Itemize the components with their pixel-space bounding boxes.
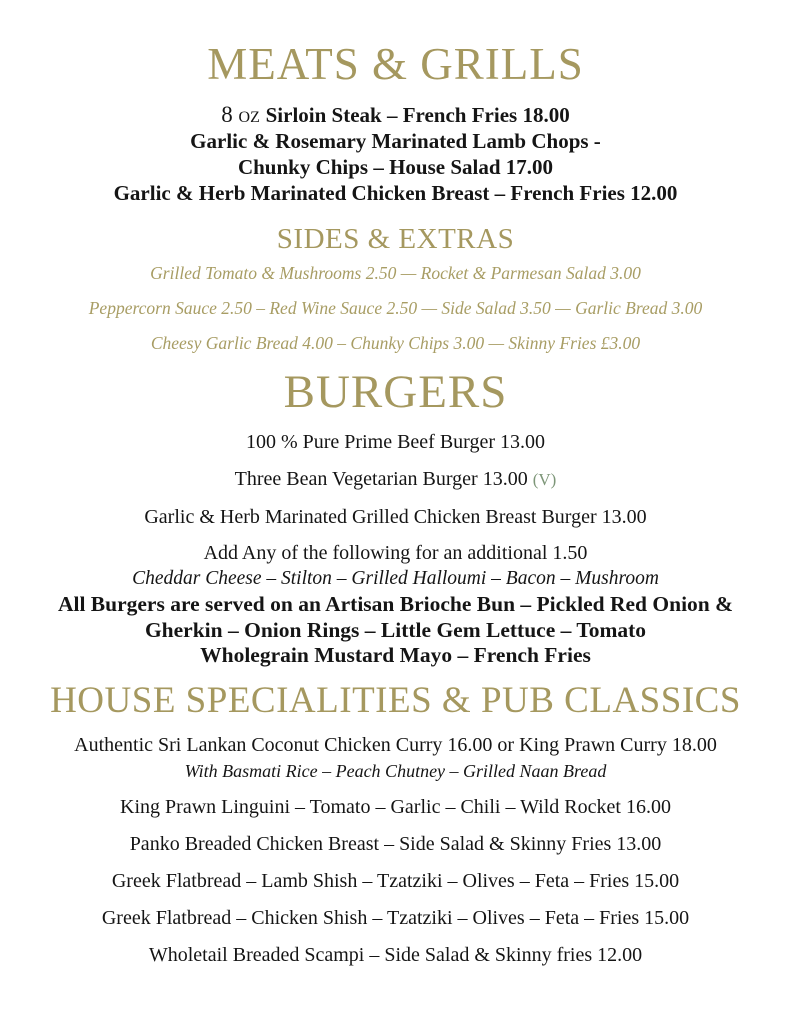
menu-item-scampi: Wholetail Breaded Scampi – Side Salad & Skinny fries 12.00: [148, 944, 643, 967]
burgers-served-note-line1: All Burgers are served on an Artisan Brioche Bun – Pickled Red Onion &: [57, 592, 734, 617]
vegetarian-burger-text: Three Bean Vegetarian Burger 13.00: [234, 468, 533, 491]
sides-line-2: Peppercorn Sauce 2.50 – Red Wine Sauce 2.50 — Side Salad 3.50 — Garlic Bread 3.00: [88, 298, 703, 319]
sirloin-weight-prefix: 8 oz: [221, 101, 266, 127]
menu-item-lamb-chops-line2: Chunky Chips – House Salad 17.00: [237, 154, 554, 179]
menu-item-panko-chicken: Panko Breaded Chicken Breast – Side Salad & Skinny Fries 13.00: [129, 833, 662, 856]
sides-line-1: Grilled Tomato & Mushrooms 2.50 — Rocket & Parmesan Salad 3.00: [150, 263, 641, 284]
chicken-curry-accompaniments: With Basmati Rice – Peach Chutney – Grilled Naan Bread: [184, 761, 607, 782]
sirloin-steak-text: Sirloin Steak – French Fries 18.00: [265, 102, 570, 127]
section-sides-extras: [0, 224, 791, 355]
burgers-served-note-line2: Gherkin – Onion Rings – Little Gem Lettuce – Tomato: [144, 617, 647, 642]
sides-extras-heading: SIDES & EXTRAS: [276, 222, 515, 255]
menu-item-prawn-linguini: King Prawn Linguini – Tomato – Garlic – Chili – Wild Rocket 16.00: [120, 796, 671, 819]
house-specialities-heading: HOUSE SPECIALITIES & PUB CLASSICS: [50, 679, 741, 721]
vegetarian-badge: (V): [532, 470, 557, 490]
sides-line-3: Cheesy Garlic Bread 4.00 – Chunky Chips 3.00 — Skinny Fries £3.00: [150, 333, 641, 354]
section-house-specialities: [0, 681, 791, 968]
section-meats-grills: [0, 40, 791, 206]
burger-addons-intro: Add Any of the following for an additional 1.50: [203, 542, 588, 565]
menu-item-beef-burger: 100 % Pure Prime Beef Burger 13.00: [245, 431, 546, 454]
menu-item-greek-flatbread-chicken: Greek Flatbread – Chicken Shish – Tzatziki – Olives – Feta – Fries 15.00: [101, 907, 690, 930]
menu-item-sirloin-steak: [0, 102, 791, 128]
menu-item-chicken-breast: Garlic & Herb Marinated Chicken Breast – French Fries 12.00: [113, 180, 678, 205]
menu-item-chicken-burger: Garlic & Herb Marinated Grilled Chicken Breast Burger 13.00: [144, 506, 647, 529]
menu-item-chicken-curry: Authentic Sri Lankan Coconut Chicken Curry 16.00 or King Prawn Curry 18.00: [74, 734, 717, 757]
burgers-served-note-line3: Wholegrain Mustard Mayo – French Fries: [200, 643, 591, 668]
section-burgers: [0, 367, 791, 668]
menu-item-lamb-chops-line1: Garlic & Rosemary Marinated Lamb Chops -: [190, 128, 601, 153]
menu-item-greek-flatbread-lamb: Greek Flatbread – Lamb Shish – Tzatziki – Olives – Feta – Fries 15.00: [111, 870, 680, 893]
meats-grills-heading: MEATS & GRILLS: [207, 39, 584, 89]
burgers-heading: BURGERS: [283, 366, 508, 419]
menu-item-vegetarian-burger: [0, 466, 791, 493]
burger-addons-list: Cheddar Cheese – Stilton – Grilled Halloumi – Bacon – Mushroom: [132, 568, 659, 590]
